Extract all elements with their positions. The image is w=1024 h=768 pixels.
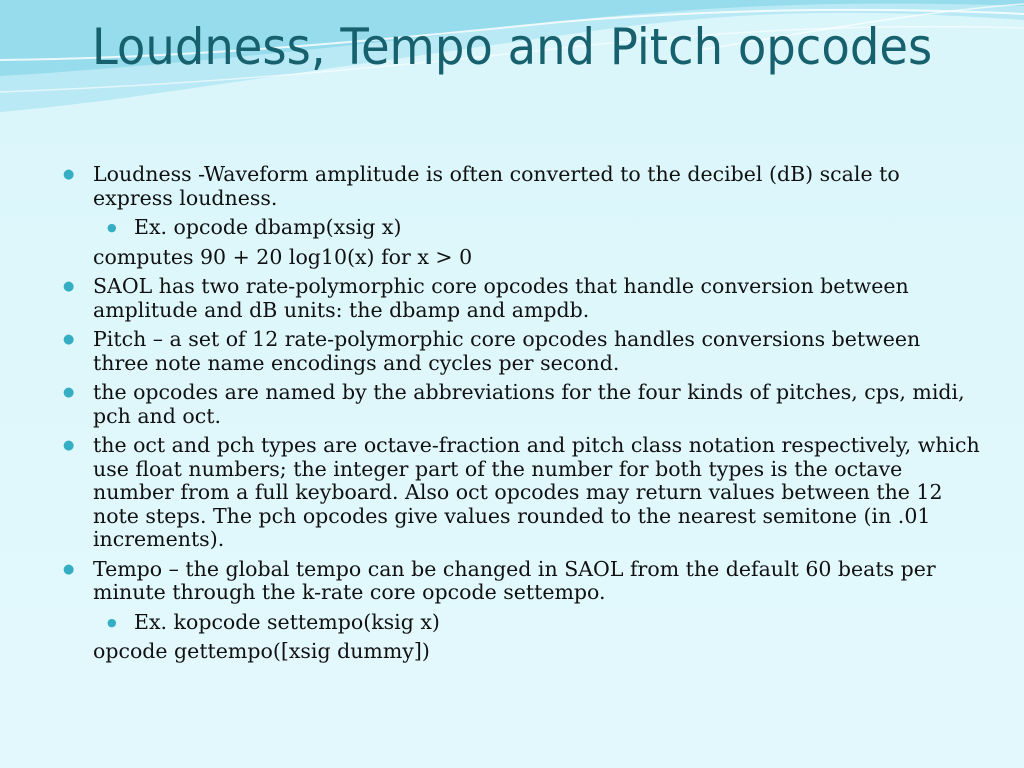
continuation-line xyxy=(60,246,980,270)
bullet-text: the oct and pch types are octave-fraction and pitch class notation respectively, which use float numbers; the integer part of the number for both types is the octave number from a full keyboard. Also oct opcodes may return values between the 12 note steps. The pch opcodes give values rounded to the nearest semitone (in .01 increments). xyxy=(93,433,980,551)
bullet-dot-icon: ● xyxy=(63,279,75,294)
bullet-text: opcode gettempo([xsig dummy]) xyxy=(93,639,430,663)
bullet-text: the opcodes are named by the abbreviations for the four kinds of pitches, cps, midi, pch and oct. xyxy=(93,380,965,428)
bullet-item xyxy=(60,558,980,605)
bullet-item xyxy=(60,275,980,322)
bullet-text: Tempo – the global tempo can be changed in SAOL from the default 60 beats per minute through the k-rate core opcode settempo. xyxy=(93,556,936,604)
slide-title: Loudness, Tempo and Pitch opcodes xyxy=(91,18,933,76)
sub-bullet-item xyxy=(60,611,980,635)
bullet-item xyxy=(60,381,980,428)
bullet-dot-icon: ● xyxy=(107,615,117,629)
bullet-text: Ex. opcode dbamp(xsig x) xyxy=(134,215,402,239)
bullet-dot-icon: ● xyxy=(63,167,75,182)
slide-body xyxy=(60,163,980,670)
bullet-dot-icon: ● xyxy=(63,332,75,347)
bullet-dot-icon: ● xyxy=(63,438,75,453)
bullet-text: Pitch – a set of 12 rate-polymorphic core opcodes handles conversions between three note name encodings and cycles per second. xyxy=(93,327,921,375)
continuation-line xyxy=(60,640,980,664)
bullet-dot-icon: ● xyxy=(63,561,75,577)
bullet-dot-icon: ● xyxy=(107,221,117,234)
bullet-item xyxy=(60,434,980,552)
bullet-text: computes 90 + 20 log10(x) for x > 0 xyxy=(93,244,473,269)
bullet-text: SAOL has two rate-polymorphic core opcodes that handle conversion between amplitude and dB units: the dbamp and ampdb. xyxy=(93,274,909,322)
bullet-item xyxy=(60,163,980,210)
bullet-dot-icon: ● xyxy=(63,385,75,400)
bullet-text: Ex. kopcode settempo(ksig x) xyxy=(134,609,440,634)
bullet-text: Loudness -Waveform amplitude is often converted to the decibel (dB) scale to express loudness. xyxy=(93,162,900,210)
sub-bullet-item xyxy=(60,216,980,240)
bullet-item xyxy=(60,328,980,375)
